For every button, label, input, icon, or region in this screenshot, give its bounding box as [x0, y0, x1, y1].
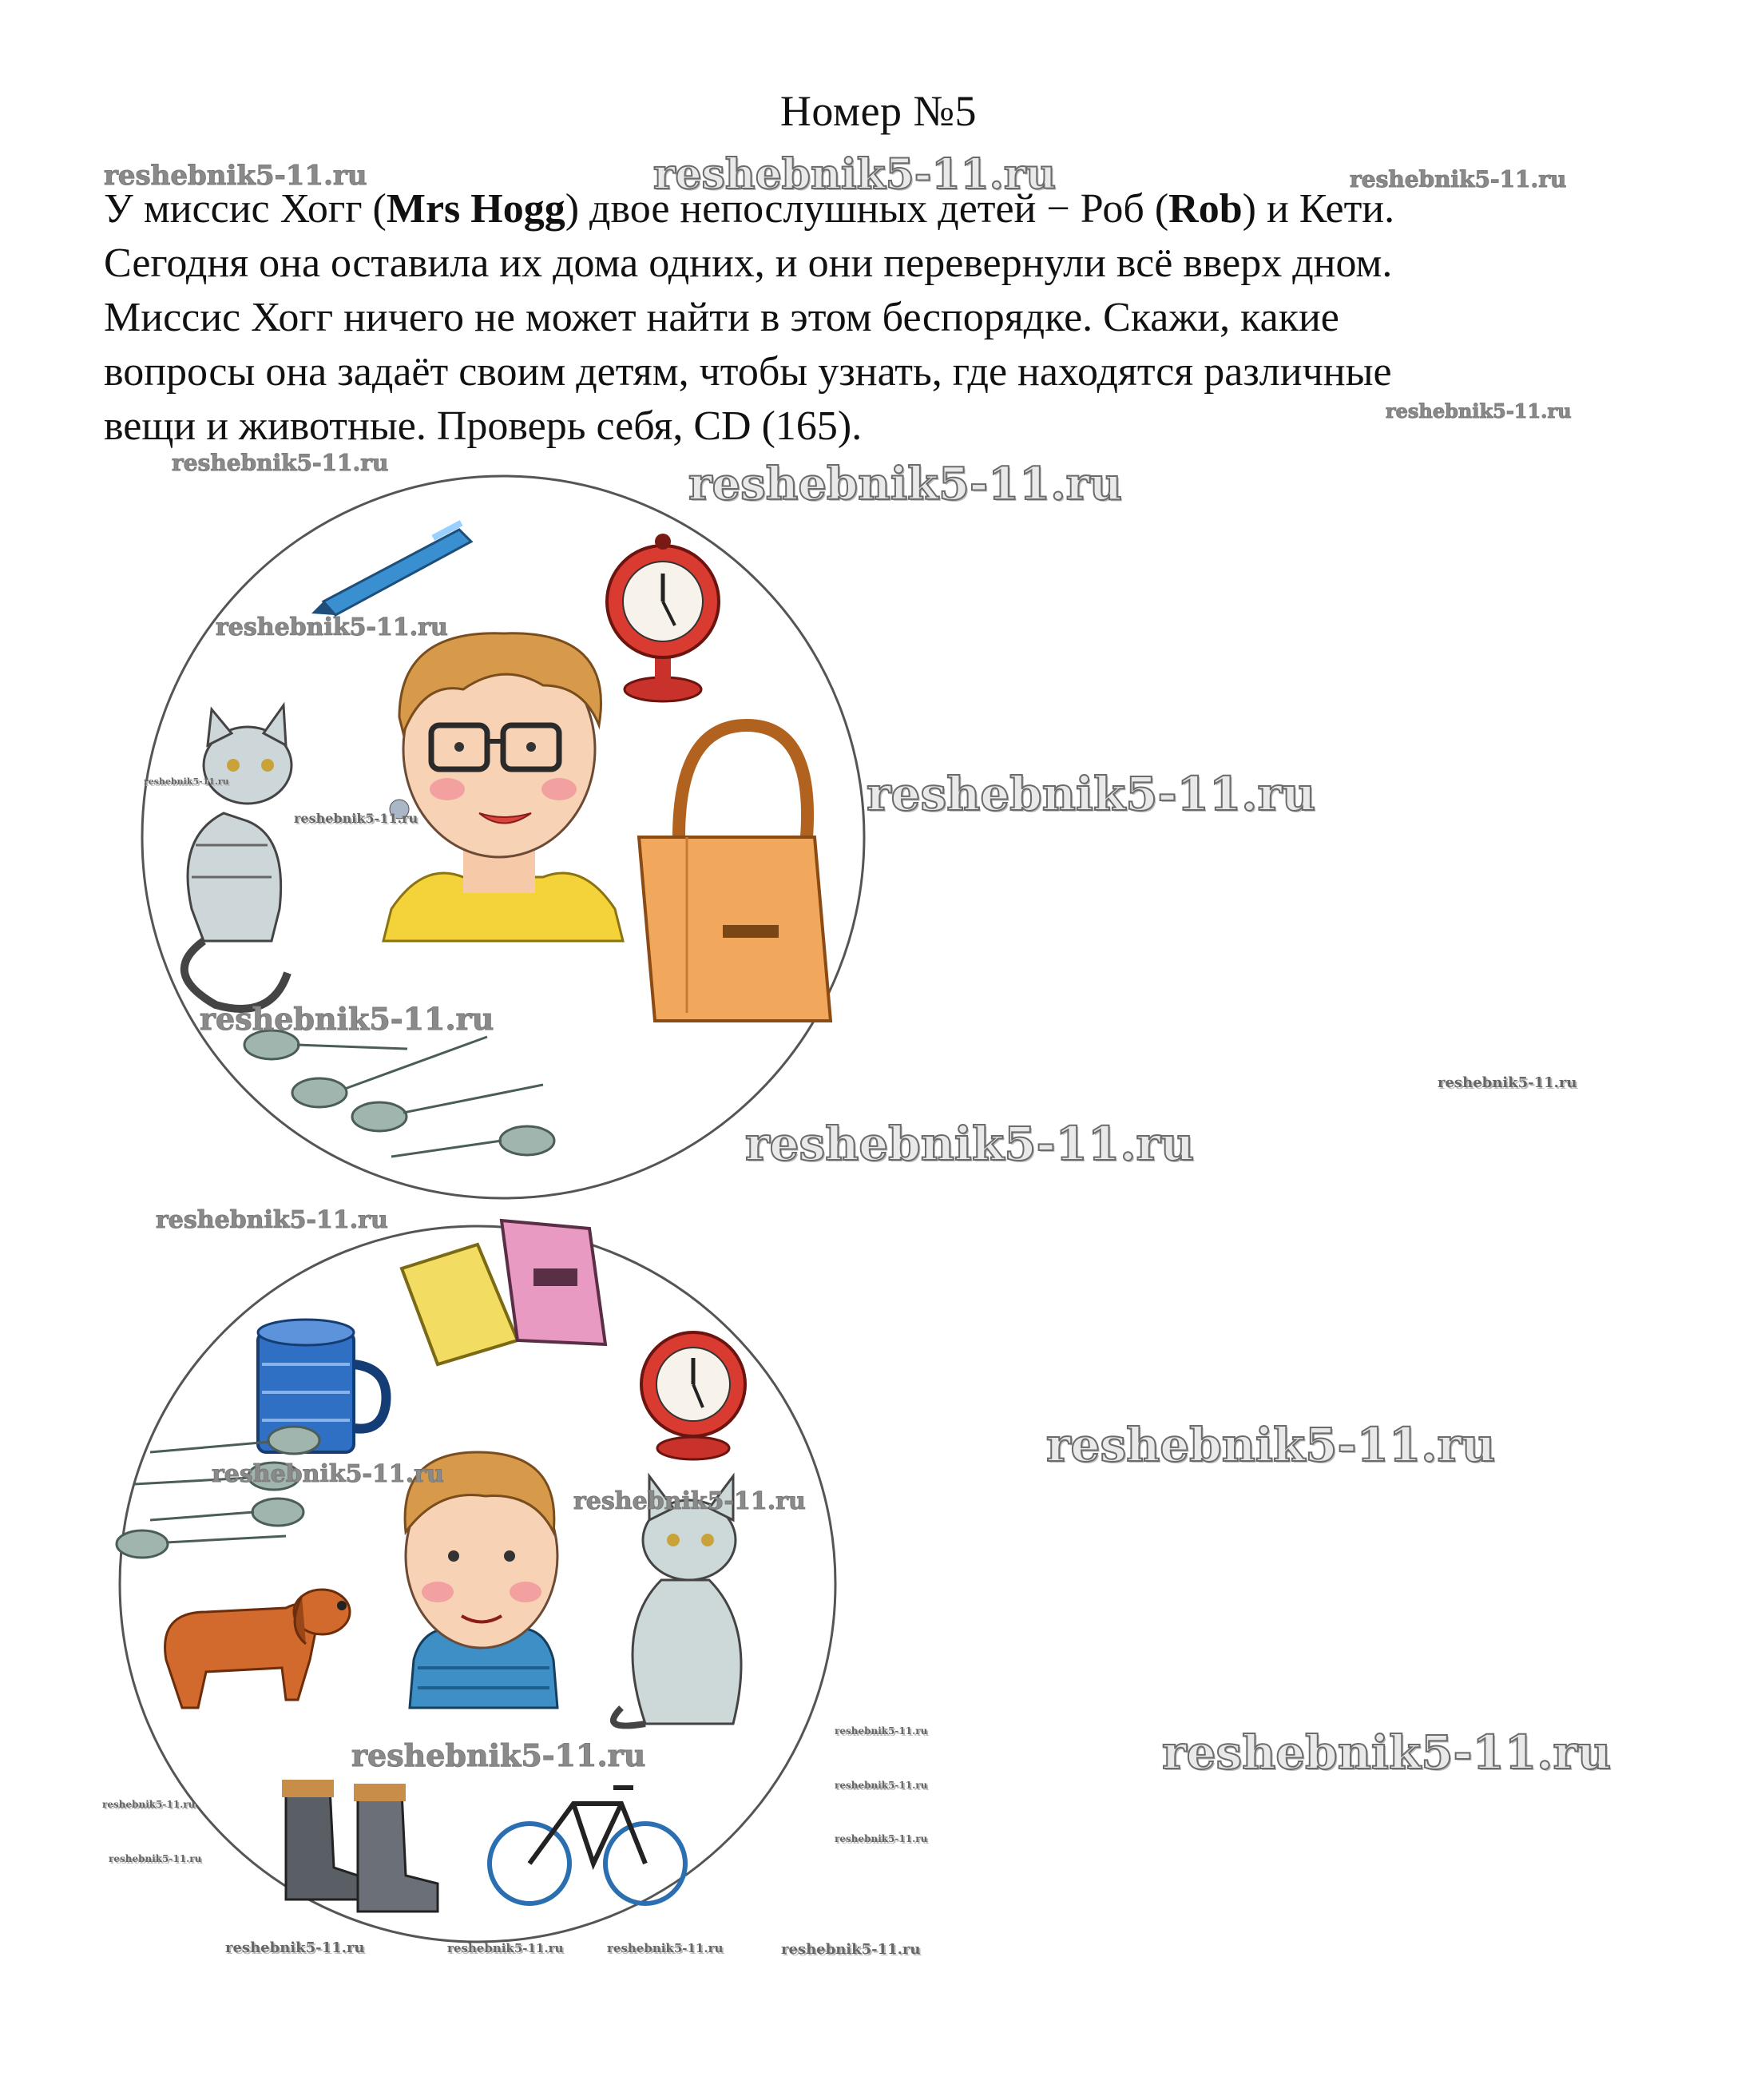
- watermark: reshebnik5-11.ru: [216, 613, 448, 641]
- children-illustration: [102, 1213, 853, 1955]
- watermark: reshebnik5-11.ru: [102, 1799, 196, 1810]
- task-line-2: Сегодня она оставила их дома одних, и они перевернули всё вверх дном.: [104, 240, 1393, 286]
- boy-portrait: [405, 1452, 557, 1708]
- watermark: reshebnik5-11.ru: [781, 1941, 921, 1958]
- watermark: reshebnik5-11.ru: [835, 1725, 928, 1737]
- watermark: reshebnik5-11.ru: [200, 1001, 494, 1037]
- watermark: reshebnik5-11.ru: [351, 1737, 646, 1773]
- task-line-3: Миссис Хогг ничего не может найти в этом беспорядке. Скажи, какие: [104, 295, 1339, 340]
- watermark: reshebnik5-11.ru: [1046, 1418, 1496, 1472]
- watermark: reshebnik5-11.ru: [104, 160, 367, 192]
- watermark: reshebnik5-11.ru: [835, 1780, 928, 1791]
- page-title: Номер №5: [779, 87, 978, 135]
- mrs-hogg-illustration: [128, 462, 878, 1213]
- watermark: reshebnik5-11.ru: [156, 1206, 388, 1234]
- watermark: reshebnik5-11.ru: [212, 1460, 444, 1488]
- watermark: reshebnik5-11.ru: [447, 1941, 564, 1955]
- watermark: reshebnik5-11.ru: [225, 1939, 365, 1956]
- task-line-4: вопросы она задаёт своим детям, чтобы узнать, где находятся различные: [104, 349, 1392, 395]
- watermark: reshebnik5-11.ru: [835, 1833, 928, 1844]
- watermark: reshebnik5-11.ru: [867, 767, 1316, 821]
- watermark: reshebnik5-11.ru: [688, 458, 1122, 510]
- watermark: reshebnik5-11.ru: [144, 776, 229, 787]
- watermark: reshebnik5-11.ru: [745, 1117, 1195, 1171]
- task-line-5: вещи и животные. Проверь себя, CD (165).: [104, 403, 863, 449]
- task-line-1: У миссис Хогг (Mrs Hogg) двое непослушных детей − Роб (Rob) и Кети.: [104, 186, 1395, 232]
- watermark: reshebnik5-11.ru: [1386, 399, 1572, 423]
- watermark: reshebnik5-11.ru: [1438, 1074, 1577, 1091]
- watermark: reshebnik5-11.ru: [1350, 166, 1567, 193]
- watermark: reshebnik5-11.ru: [1162, 1725, 1612, 1780]
- woman-portrait: [383, 633, 623, 941]
- watermark: reshebnik5-11.ru: [294, 811, 418, 826]
- watermark: reshebnik5-11.ru: [109, 1853, 202, 1864]
- watermark: reshebnik5-11.ru: [653, 150, 1057, 199]
- watermark: reshebnik5-11.ru: [172, 450, 389, 476]
- watermark: reshebnik5-11.ru: [573, 1487, 806, 1515]
- watermark: reshebnik5-11.ru: [607, 1941, 724, 1955]
